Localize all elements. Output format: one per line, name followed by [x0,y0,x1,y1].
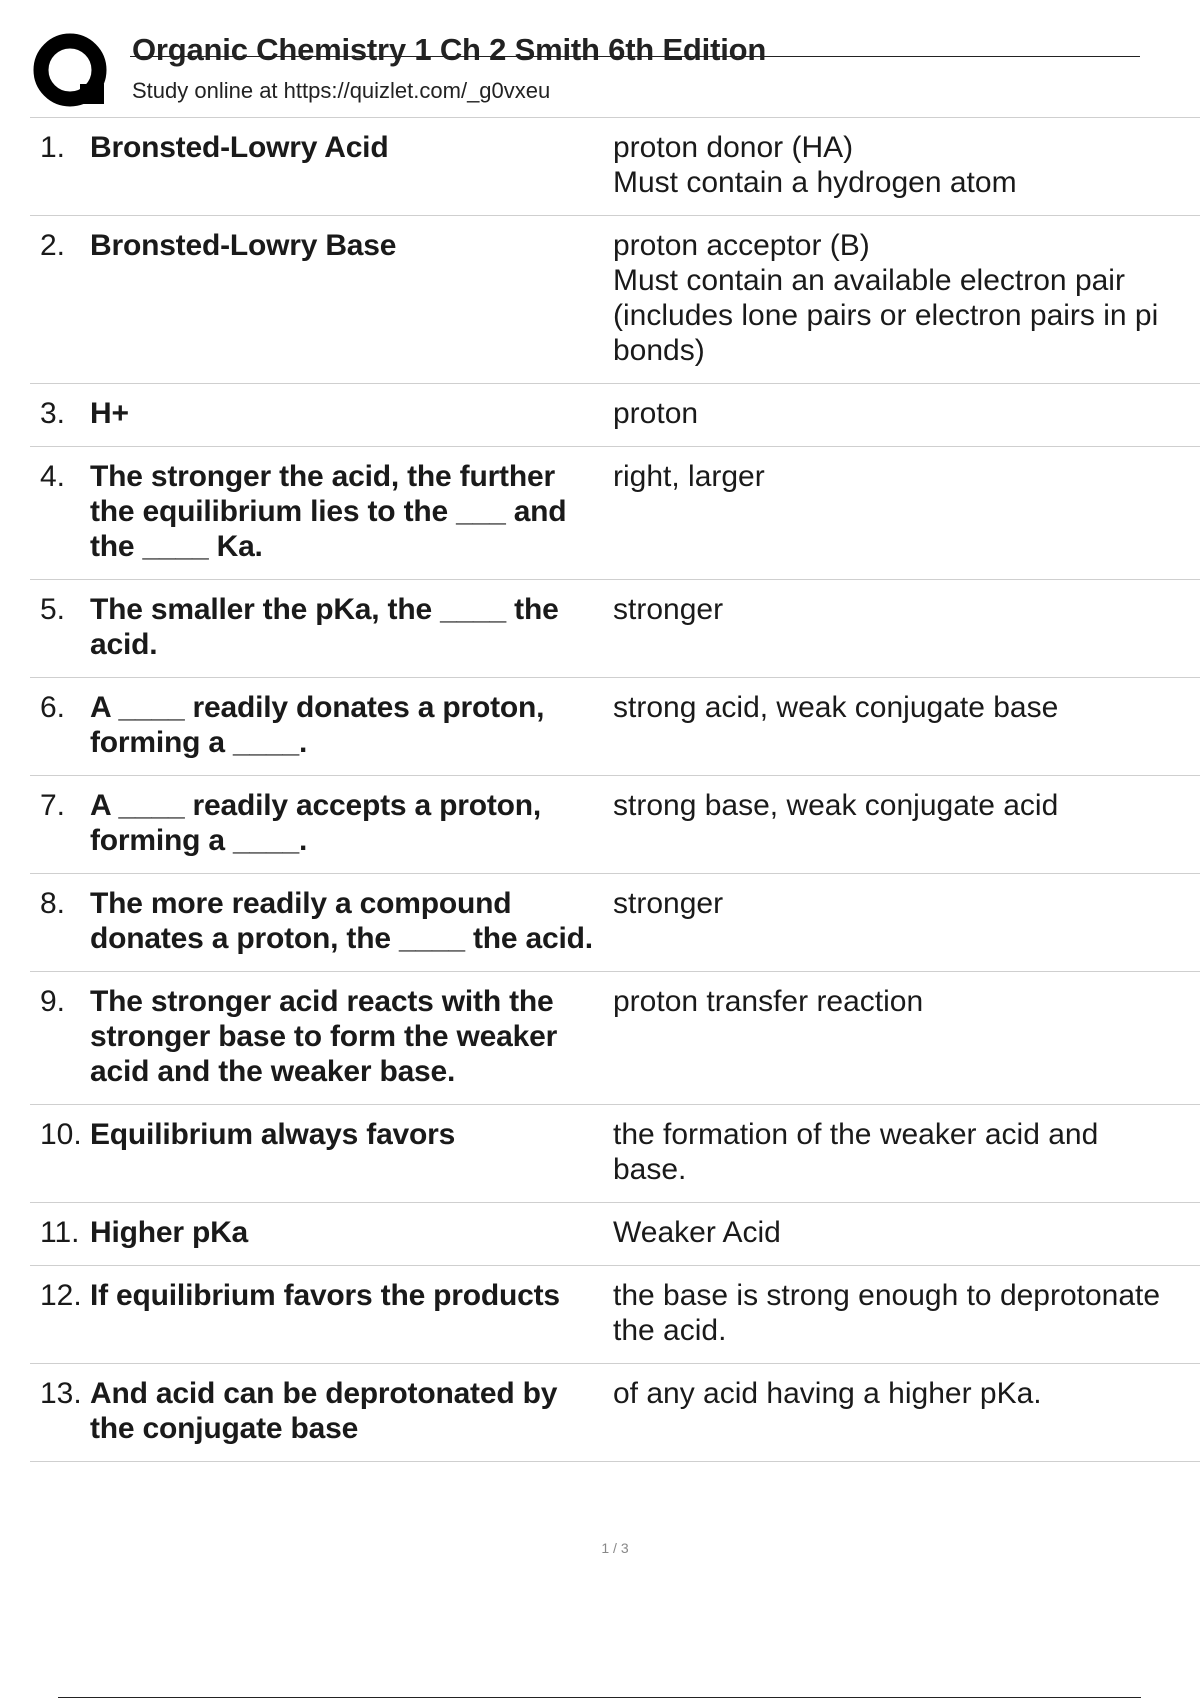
card-number: 7. [40,789,66,822]
card-term: The smaller the pKa, the ____ the acid. [90,593,559,661]
card-term: The more readily a compound donates a proton, the ____ the acid. [90,887,593,955]
card-number: 2. [40,229,66,262]
card-term: H+ [90,397,129,430]
card-term: Equilibrium always favors [90,1118,456,1151]
document-header [30,28,1140,118]
card-definition: proton donor (HA) Must contain a hydrogen atom [613,131,1017,199]
card-definition: Weaker Acid [613,1216,781,1249]
card-definition: strong acid, weak conjugate base [613,691,1059,724]
quizlet-logo-icon [32,32,114,114]
card-definition: proton [613,397,699,430]
card-term: And acid can be deprotonated by the conjugate base [90,1377,558,1445]
card-term: Bronsted-Lowry Acid [90,131,389,164]
card-number: 11. [40,1216,80,1249]
flashcard-row [30,776,1200,874]
card-definition: the base is strong enough to deprotonate the acid. [613,1279,1161,1347]
card-number: 6. [40,691,66,724]
card-term: A ____ readily donates a proton, forming a ____. [90,691,545,759]
document-title: Organic Chemistry 1 Ch 2 Smith 6th Edition [132,32,767,67]
card-term: The stronger the acid, the further the equilibrium lies to the ___ and the ____ Ka. [90,460,567,563]
card-number: 4. [40,460,66,493]
card-definition: strong base, weak conjugate acid [613,789,1059,822]
card-number: 10. [40,1118,82,1151]
flashcard-row [30,1203,1200,1266]
card-definition: of any acid having a higher pKa. [613,1377,1042,1410]
card-definition: stronger [613,887,724,920]
flashcard-row [30,1266,1200,1364]
card-definition: stronger [613,593,724,626]
footer-rule [58,1697,1141,1698]
flashcard-row [30,678,1200,776]
card-term: Bronsted-Lowry Base [90,229,397,262]
card-term: Higher pKa [90,1216,249,1249]
flashcard-row [30,1364,1200,1462]
card-definition: proton transfer reaction [613,985,924,1018]
card-number: 3. [40,397,66,430]
flashcard-list [30,117,1200,1462]
flashcard-row [30,1105,1200,1203]
card-number: 9. [40,985,66,1018]
card-definition: right, larger [613,460,765,493]
card-term: A ____ readily accepts a proton, forming a ____. [90,789,542,857]
card-number: 1. [40,131,66,164]
card-definition: the formation of the weaker acid and base. [613,1118,1099,1186]
flashcard-row [30,874,1200,972]
card-number: 13. [40,1377,82,1410]
card-term: The stronger acid reacts with the stronger base to form the weaker acid and the weaker base. [90,985,558,1088]
flashcard-row [30,118,1200,216]
flashcard-row [30,972,1200,1105]
card-term: If equilibrium favors the products [90,1279,560,1312]
flashcard-row [30,384,1200,447]
flashcard-row [30,580,1200,678]
study-link[interactable]: Study online at https://quizlet.com/_g0vxeu [132,78,551,103]
flashcard-row [30,216,1200,384]
card-number: 8. [40,887,66,920]
flashcard-row [30,447,1200,580]
card-number: 5. [40,593,66,626]
card-number: 12. [40,1279,82,1312]
page-number: 1 / 3 [601,1540,629,1556]
card-definition: proton acceptor (B) Must contain an available electron pair (includes lone pairs or electron pairs in pi bonds) [613,229,1159,367]
